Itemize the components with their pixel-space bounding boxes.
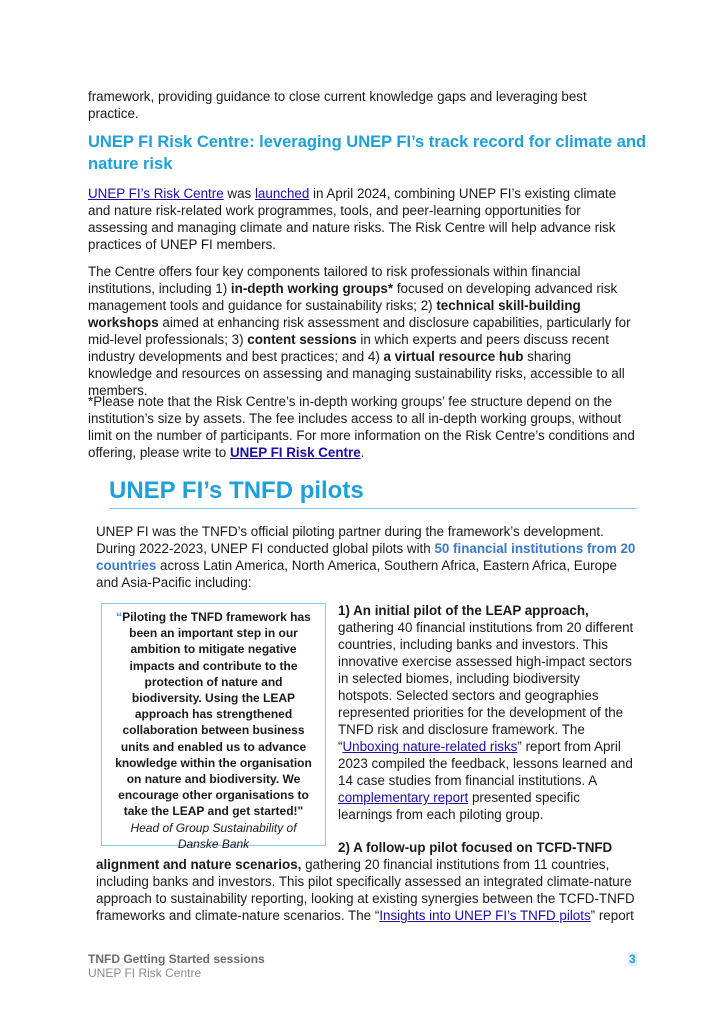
- risk-centre-note: *Please note that the Risk Centre’s in-depth working groups’ fee structure depend on the institution’s size by assets. The fee includes access to all in-depth working groups, without limit on the number of participants. For more information on the Risk Centre’s conditions and offering, please write to UNEP FI Risk Centre.: [88, 394, 635, 460]
- risk-centre-paragraph-2: The Centre offers four key components tailored to risk professionals within financial institutions, including 1) in-depth working groups* focused on developing advanced risk management tools and guidance for sustainability risks; 2) technical skill-building workshops aimed at enhancing risk assessment and disclosure capabilities, particularly for mid-level professionals; 3) content sessions in which experts and peers discuss recent industry developments and best practices; and 4) a virtual resource hub sharing knowledge and resources on assessing and managing sustainability risks, accessible to all members.: [88, 264, 631, 398]
- quote-text: Piloting the TNFD framework has been an important step in our ambition to mitigate negative impacts and contribute to the protection of nature and biodiversity. Using the LEAP approach has strengthened collaboration between business units and enabled us to advance knowledge within the organisation on nature and biodiversity. We encourage other organisations to take the LEAP and get started!": [115, 610, 312, 819]
- pilot-2-paragraph: alignment and nature scenarios, gathering 20 financial institutions from 11 countries, including banks and investors. This pilot specifically assessed an integrated climate-nature approach to sustainability reporting, looking at existing synergies between the TCFD-TNFD frameworks and climate-nature scenarios. The “Insights into UNEP FI’s TNFD pilots” report: [96, 857, 635, 923]
- risk-centre-contact-link[interactable]: UNEP FI Risk Centre: [229, 445, 361, 460]
- intro-paragraph: framework, providing guidance to close current knowledge gaps and leveraging best practice.: [88, 89, 587, 121]
- risk-centre-link[interactable]: UNEP FI’s Risk Centre: [88, 186, 224, 201]
- unboxing-report-link[interactable]: Unboxing nature-related risks: [342, 739, 518, 754]
- quote-attribution: Head of Group Sustainability of Danske Bank: [130, 820, 297, 851]
- page-number: 3: [629, 952, 636, 966]
- tnfd-intro-paragraph: UNEP FI was the TNFD’s official piloting partner during the framework’s development. During 2022-2023, UNEP FI conducted global pilots with 50 financial institutions from 20 countries across Latin America, North America, Southern Africa, Eastern Africa, Europe and Asia-Pacific including:: [96, 524, 636, 590]
- pilot-2-title: 2) A follow-up pilot focused on TCFD-TNFD: [338, 840, 613, 855]
- footer-title: TNFD Getting Started sessions: [88, 952, 265, 966]
- launched-link[interactable]: launched: [254, 186, 310, 201]
- risk-centre-heading: UNEP FI Risk Centre: leveraging UNEP FI’s track record for climate and nature risk: [88, 133, 647, 173]
- tnfd-pilots-heading: UNEP FI’s TNFD pilots: [109, 476, 637, 509]
- insights-report-link[interactable]: Insights into UNEP FI’s TNFD pilots: [379, 908, 591, 923]
- risk-centre-paragraph-1: UNEP FI’s Risk Centre was launched in April 2024, combining UNEP FI’s existing climate and nature risk-related work programmes, tools, and peer-learning opportunities for assessing and managing climate and nature risks. The Risk Centre will help advance risk practices of UNEP FI members.: [88, 186, 617, 252]
- testimonial-quote-box: “Piloting the TNFD framework has been an important step in our ambition to mitigate negative impacts and contribute to the protection of nature and biodiversity. Using the LEAP approach has strengthened collaboration between business units and enabled us to advance knowledge within the organisation on nature and biodiversity. We encourage other organisations to take the LEAP and get started!" Head of Group Sustainability of Danske Bank: [101, 603, 326, 846]
- footer-subtitle: UNEP FI Risk Centre: [88, 966, 202, 980]
- highlight-50-institutions: 50 financial institutions from 20 countries: [96, 541, 636, 573]
- complementary-report-link[interactable]: complementary report: [338, 790, 469, 805]
- pilot-1-paragraph: 1) An initial pilot of the LEAP approach, gathering 40 financial institutions from 20 different countries, including banks and investors. This innovative exercise assessed high-impact sectors in selected biomes, including biodiversity hotspots. Selected sectors and geographies represented priorities for the development of the TNFD risk and disclosure framework. The “Unboxing nature-related risks” report from April 2023 compiled the feedback, lessons learned and 14 case studies from financial institutions. A complementary report presented specific learnings from each piloting group.: [338, 603, 634, 822]
